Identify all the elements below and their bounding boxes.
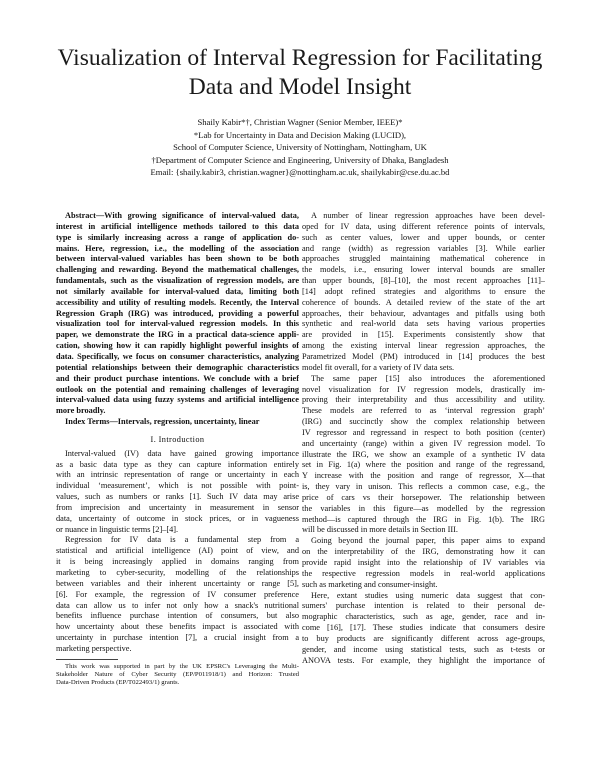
abstract-line: more broadly. bbox=[56, 406, 106, 416]
text-line: the models, i.e., ensuring lower interval bounds are smaller bbox=[302, 265, 545, 275]
abstract-line: interest in artificial intelligence methods tailored to this data bbox=[56, 221, 299, 231]
title-line: Data and Model Insight bbox=[188, 74, 412, 100]
abstract-line: visualization tool for interval-valued regression models. In this bbox=[56, 319, 299, 329]
text-line: provide rapid insight into the relationship of IV variables via bbox=[302, 558, 545, 567]
text-line: to buy products are significantly different across age-groups, bbox=[302, 633, 545, 643]
left-column bbox=[56, 211, 299, 688]
abstract-line: type is similarly increasing across a range of application do- bbox=[56, 232, 299, 242]
text-line: oped for IV data, using different reference points of intervals, bbox=[302, 221, 545, 231]
text-line: marketing perspective. bbox=[56, 643, 132, 653]
text-line: and range (width) as regression variables [3]. While earlier bbox=[302, 243, 545, 253]
abstract-line: accessibility and utility of resulting models. Recently, the Interval bbox=[56, 297, 299, 307]
text-line: Here, extant studies using numeric data suggest that con- bbox=[311, 590, 545, 600]
abstract-line: cation, showing how it can rapidly highlight powerful insights of bbox=[56, 341, 299, 351]
abstract-line: outlook on the potential and remaining challenges of leveraging bbox=[56, 384, 299, 394]
text-line: the variables in this figure—as modelled by the regression bbox=[302, 503, 545, 513]
title-line: Visualization of Interval Regression for Facilitating bbox=[57, 45, 543, 71]
author-names: Shaily Kabir*†, Christian Wagner (Senior Member, IEEE)* bbox=[197, 117, 403, 127]
text-line: Going beyond the journal paper, this paper aims to expand bbox=[311, 536, 545, 546]
abstract-line: between interval-valued variables has been shown to be both bbox=[56, 254, 299, 264]
text-line: are provided in [15]. Experiments consistently show that bbox=[302, 330, 545, 340]
abstract-line: challenging and rewarding. Beyond the mathematical challenges, bbox=[56, 265, 299, 275]
text-line: statistical and artificial intelligence (AI) point of view, and bbox=[56, 546, 299, 556]
text-line: Regression for IV data is a fundamental step from a bbox=[65, 535, 299, 545]
text-line: model fit overall, for a variety of IV data sets. bbox=[302, 362, 455, 372]
text-line: (IRG) and succinctly show the complex relationship between bbox=[302, 417, 545, 427]
text-line: IV regressor and regressand in respect to both position (center) bbox=[302, 427, 545, 437]
abstract bbox=[56, 211, 299, 428]
footnote-line: Stakeholder Nature of Cyber Security (EP/P011918/1) and Horizon: Trusted bbox=[56, 671, 299, 679]
text-line: A number of linear regression approaches have been devel- bbox=[311, 211, 545, 220]
affiliation-1-cont: School of Computer Science, University of Nottingham, Nottingham, UK bbox=[173, 142, 427, 153]
text-line: gender, and income using statistical tests, such as t-tests or bbox=[302, 644, 545, 654]
text-line: novel visualization for IV regression models, drastically im- bbox=[302, 384, 545, 394]
text-line: will be discussed in more details in Section III. bbox=[302, 525, 458, 535]
text-line: price of cars vs their horsepower. The relationship between bbox=[302, 492, 545, 502]
section-heading-introduction: I. Introduction bbox=[150, 434, 205, 444]
text-line: data, uncertainty of outcome in stock prices, or in vagueness bbox=[56, 513, 299, 523]
affiliation-1: *Lab for Uncertainty in Data and Decision Making (LUCID), bbox=[193, 129, 407, 140]
text-line: how uncertainty about these benefits impact is associated with bbox=[56, 622, 299, 632]
text-line: between variables and their inherent uncertainty or range [5], bbox=[56, 578, 299, 588]
abstract-line: data. Specifically, we focus on consumer characteristics, analyzing bbox=[56, 351, 299, 361]
text-line: proving their interpretability and thus accessibility and utility. bbox=[302, 395, 545, 405]
intro-paragraph-2 bbox=[56, 535, 299, 654]
body-paragraph-3 bbox=[302, 536, 545, 590]
text-line: benefits influence purchase intention of consumers, but also bbox=[56, 611, 299, 621]
text-line: The same paper [15] also introduces the aforementioned bbox=[311, 373, 545, 383]
abstract-line: fundamentals, such as the visualization of regression models, are bbox=[56, 276, 299, 286]
author-email: Email: {shaily.kabir3, christian.wagner}@nottingham.ac.uk, shailykabir@cse.du.ac.bd bbox=[150, 167, 450, 178]
right-column bbox=[302, 211, 545, 666]
paper-title bbox=[30, 44, 570, 102]
text-line: such as marketing and consumer-insight. bbox=[302, 579, 438, 589]
text-line: coherence of bounds. A detailed review of the state of the art bbox=[302, 297, 545, 307]
text-line: than upper bounds, [8]–[10], the most recent approaches [11]– bbox=[302, 276, 545, 286]
text-line: such as center values, lower and upper bounds, or center bbox=[302, 232, 545, 242]
text-line: is, they vary in unison. This reflects a common case, e.g., the bbox=[302, 482, 545, 492]
text-line: Parametrized Model (PM) introduced in [14] produces the best bbox=[302, 351, 545, 361]
text-line: Interval-valued (IV) data have gained growing importance bbox=[65, 448, 299, 458]
text-line: approaches struggled maintaining mathematical coherence in bbox=[302, 254, 545, 264]
text-line: as a basic data type as they can capture information entirely bbox=[56, 459, 299, 469]
abstract-line: paper, we demonstrate the IRG in a practical data-science appli- bbox=[56, 330, 299, 340]
text-line: or nuance in linguistic terms [2]–[4]. bbox=[56, 524, 179, 534]
text-line: illustrate the IRG, we show an example of a synthetic IV data bbox=[302, 449, 545, 459]
text-line: sumers' purchase intention is related to their personal de- bbox=[302, 601, 545, 611]
text-line: data can allow us to infer not only how a snack's nutritional bbox=[56, 600, 299, 610]
abstract-line: Abstract—With growing significance of interval-valued data, bbox=[65, 211, 299, 220]
text-line: ANOVA tests. For example, they highlight the importance of bbox=[302, 655, 545, 665]
text-line: individual ‘measurement’, which is not possible with point- bbox=[56, 481, 299, 491]
abstract-line: and their product purchase intentions. We conclude with a brief bbox=[56, 373, 299, 383]
text-line: with an intrinsic representation of range or uncertainty in each bbox=[56, 470, 299, 480]
footnote-line: This work was supported in part by the UK EPSRC's Leveraging the Multi- bbox=[65, 662, 299, 670]
text-line: uncertainty in purchase intention [7], a crucial insight from a bbox=[56, 633, 299, 643]
abstract-line: Regression Graph (IRG) was introduced, providing a powerful bbox=[56, 308, 299, 318]
abstract-line: not similarly available for interval-valued data, limiting both bbox=[56, 286, 299, 296]
footnote-line: Data-Driven Products (EP/T022493/1) grants. bbox=[56, 679, 180, 687]
text-line: marketing to cyber-security, modelling of the relationships bbox=[56, 568, 299, 577]
affiliation-2: †Department of Computer Science and Engineering, University of Dhaka, Bangladesh bbox=[151, 154, 449, 165]
text-line: synthetic and real-world data sets having various properties bbox=[302, 319, 545, 329]
text-line: [14] adopt refined strategies and algorithms to ensure the bbox=[302, 286, 545, 296]
author-block bbox=[30, 116, 570, 179]
intro-paragraph-1 bbox=[56, 449, 299, 536]
text-line: approaches, their behaviour, advantages and pitfalls using both bbox=[302, 308, 545, 318]
text-line: mographic characteristics, such as age, gender, race and in- bbox=[302, 612, 545, 622]
text-line: from imprecision and uncertainty in measurement in sensor bbox=[56, 502, 299, 512]
text-line: among the existing interval linear regression approaches, the bbox=[302, 341, 545, 351]
index-terms: Index Terms—Intervals, regression, uncertainty, linear bbox=[65, 417, 260, 427]
text-line: on the interpretability of the IRG, demonstrating how it can bbox=[302, 547, 545, 557]
footnote-rule bbox=[56, 659, 118, 660]
text-line: it is being increasingly applied in domains ranging from bbox=[56, 557, 299, 567]
text-line: [6]. For example, the regression of IV consumer preference bbox=[56, 589, 299, 599]
abstract-line: mains. Here, regression, i.e., the modelling of the association bbox=[56, 243, 299, 253]
text-line: Y increase with the position and range of regressor, X—that bbox=[302, 471, 545, 481]
text-line: come [16], [17]. These studies indicate that consumers desire bbox=[302, 623, 545, 633]
footnote bbox=[56, 663, 299, 688]
body-paragraph-2 bbox=[302, 374, 545, 537]
text-line: method—is captured through the IRG in Fig. 1(b). The IRG bbox=[302, 514, 545, 524]
text-line: set in Fig. 1(a) where the position and range of the regressand, bbox=[302, 460, 545, 470]
text-line: These models are referred to as ‘interval regression graph’ bbox=[302, 406, 545, 416]
abstract-line: interval-valued data using fuzzy systems and artificial intelligence bbox=[56, 395, 299, 405]
abstract-line: potential relationships between their demographic characteristics bbox=[56, 362, 299, 372]
text-line: values, such as numbers or ranks [1]. Such IV data may arise bbox=[56, 492, 299, 502]
text-line: the respective regression models in real-world applications bbox=[302, 568, 545, 578]
body-paragraph-1 bbox=[302, 211, 545, 374]
body-paragraph-4 bbox=[302, 591, 545, 667]
text-line: and uncertainty (range) within a given IV regression model. To bbox=[302, 438, 545, 448]
